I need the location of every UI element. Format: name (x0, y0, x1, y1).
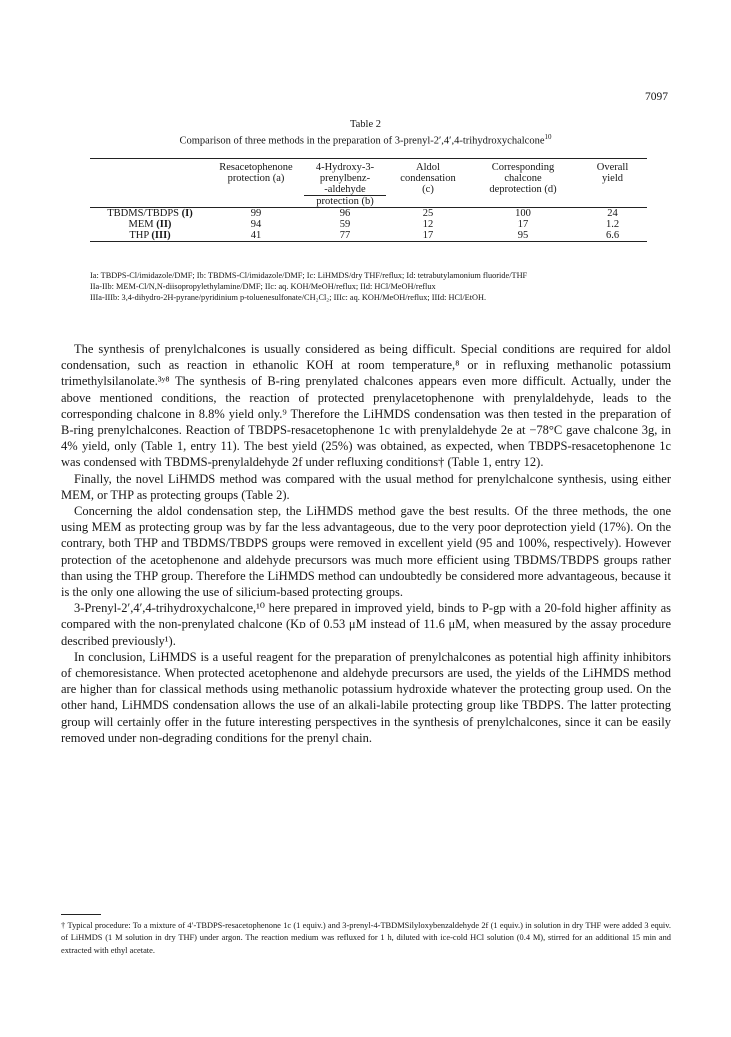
cell: 17 (388, 230, 468, 242)
cell: 17 (517, 219, 529, 230)
paragraph: Concerning the aldol condensation step, the LiHMDS method gave the best results. Of the three methods, the one using MEM as protecting group was by far the less advantageous, due to the very poor deprotection yield (17%). On the contrary, both THP and TBDMS/TBDPS groups were removed in excellent yield (95 and 100%, respectively). However protection of the acetophenone and aldehyde precursors was much more efficient using TBDMS/TBDPS groups rather than using the THP group. Therefore the LiHMDS method can undoubtedly be considered more advantageous, because it is the only one allowing the use of silicium-based protecting groups. (61, 504, 671, 600)
table-header-row (90, 159, 647, 208)
header-line: condensation (400, 173, 456, 184)
cell: 99 (210, 208, 302, 220)
table-note: IIIa-IIIb: 3,4-dihydro-2H-pyrane/pyridinium p-toluenesulfonate/CH₂Cl₂; IIIc: aq. KOH/MeOH/reflux; IIId: HCl/EtOH. (90, 293, 487, 302)
row-label (90, 208, 210, 220)
cell: 6.6 (578, 230, 647, 242)
row-name: TBDMS/TBDPS (107, 208, 180, 219)
header-line: -aldehyde (324, 184, 366, 195)
table-row (90, 219, 647, 230)
cell: 41 (210, 230, 302, 242)
footnote (61, 920, 671, 957)
cell: 95 (468, 230, 578, 242)
header-line: Overall (596, 162, 629, 173)
header-line: Aldol (416, 162, 440, 173)
header-deprotection (468, 159, 578, 208)
cell: 24 (578, 208, 647, 220)
table-caption (0, 133, 731, 147)
header-line: protection (b) (304, 195, 386, 207)
comparison-table (90, 158, 647, 242)
header-line: 4-Hydroxy-3- (315, 162, 375, 173)
header-line: prenylbenz- (319, 173, 371, 184)
table-row (90, 208, 647, 220)
row-code: (I) (181, 208, 193, 219)
cell: 77 (302, 230, 388, 242)
table-note: Ia: TBDPS-Cl/imidazole/DMF; Ib: TBDMS-Cl/imidazole/DMF; Ic: LiHMDS/dry THF/reflux; Id: tetrabutylamonium fluoride/THF (90, 271, 528, 280)
header-blank (90, 159, 210, 208)
cell: 12 (422, 219, 434, 230)
paragraph: Finally, the novel LiHMDS method was compared with the usual method for prenylchalcone synthesis, using either MEM, or THP as protecting groups (Table 2). (61, 471, 671, 502)
cell: 100 (468, 208, 578, 220)
table-row (90, 230, 647, 242)
paragraph: In conclusion, LiHMDS is a useful reagent for the preparation of prenylchalcones as potential high affinity inhibitors of chemoresistance. When protected acetophenone and aldehyde precursors are used, the yields of the LiHMDS method are higher than for classical methods using methanolic potassium hydroxide whatever the protecting group used. On the other hand, LiHMDS condensation allows the use of an alkali-labile protecting group like TBDPS. The latter protecting group will certainly offer in the future interesting perspectives in the synthesis of prenylchalcones, since it can be easily removed under non-degrading conditions for the prenyl chain. (61, 649, 671, 745)
header-line: Corresponding (491, 162, 555, 173)
header-line: protection (a) (227, 173, 285, 184)
header-aldol (388, 159, 468, 208)
table-notes (90, 270, 650, 303)
table-caption-ref: 10 (544, 133, 552, 141)
header-resacetophenone (210, 159, 302, 208)
cell: 1.2 (605, 219, 620, 230)
header-overall (578, 159, 647, 208)
row-name: THP (129, 230, 149, 241)
header-line: yield (602, 173, 623, 184)
header-line: (c) (422, 184, 434, 195)
header-line: deprotection (d) (489, 184, 557, 195)
paragraph: 3-Prenyl-2′,4′,4-trihydroxychalcone,¹⁰ here prepared in improved yield, binds to P-gp with a 20-fold higher affinity as compared with the non-prenylated chalcone (Kᴅ of 0.53 μM instead of 11.6 μM, when measured by the assay procedure described previously¹). (61, 601, 671, 648)
row-code: (II) (156, 219, 172, 230)
header-aldehyde (302, 159, 388, 208)
row-label (90, 219, 210, 230)
header-line: Resacetophenone (219, 162, 293, 173)
paragraph: The synthesis of prenylchalcones is usually considered as being difficult. Special conditions are required for aldol condensation, such as reaction in ethanolic KOH at room temperature,⁸ or in refluxing methanolic potassium trimethylsilanolate.³ʸ⁸ The synthesis of B-ring prenylated chalcones appears even more difficult. Actually, under the above mentioned conditions, the reaction of protected prenylacetophenone with prenylaldehyde, leads to the corresponding chalcone in 8.8% yield only.⁹ Therefore the LiHMDS condensation was then tested in the preparation of B-ring prenylchalcones. Reaction of TBDPS-resacetophenone 1c with prenylaldehyde 2e at −78°C gave chalcone 3g, in 4% yield, only (Table 1, entry 11). The best yield (25%) was obtained, as expected, when TBDPS-resacetophenone 1c was condensed with TBDMS-prenylaldehyde 2f under refluxing conditions† (Table 1, entry 12). (61, 342, 671, 470)
header-line: chalcone (504, 173, 542, 184)
page-number: 7097 (645, 91, 668, 103)
cell: 96 (302, 208, 388, 220)
cell: 59 (339, 219, 351, 230)
table-caption-text: Comparison of three methods in the preparation of 3-prenyl-2′,4′,4-trihydroxychalcone (179, 135, 545, 147)
cell: 25 (388, 208, 468, 220)
row-label (90, 230, 210, 242)
table-label: Table 2 (349, 119, 382, 130)
body-text (61, 341, 671, 746)
footnote-rule (61, 914, 101, 915)
row-name: MEM (128, 219, 154, 230)
table-note: IIa-IIb: MEM-Cl/N,N-diisopropylethylamine/DMF; IIc: aq. KOH/MeOH/reflux; IId: HCl/MeOH/reflux (90, 282, 436, 291)
row-code: (III) (151, 230, 171, 241)
cell: 94 (250, 219, 262, 230)
footnote-text: † Typical procedure: To a mixture of 4′-TBDPS-resacetophenone 1c (1 equiv.) and 3-prenyl-4-TBDMSilyloxybenzaldehyde 2f (1 equiv.) in solution in dry THF were added 3 equiv. of LiHMDS (1 M solution in dry THF) under argon. The reaction medium was refluxed for 1 h, diluted with ice-cold HCl solution (0.4 M), stirred for an additional 15 min and extracted with ethyl acetate. (61, 921, 671, 955)
